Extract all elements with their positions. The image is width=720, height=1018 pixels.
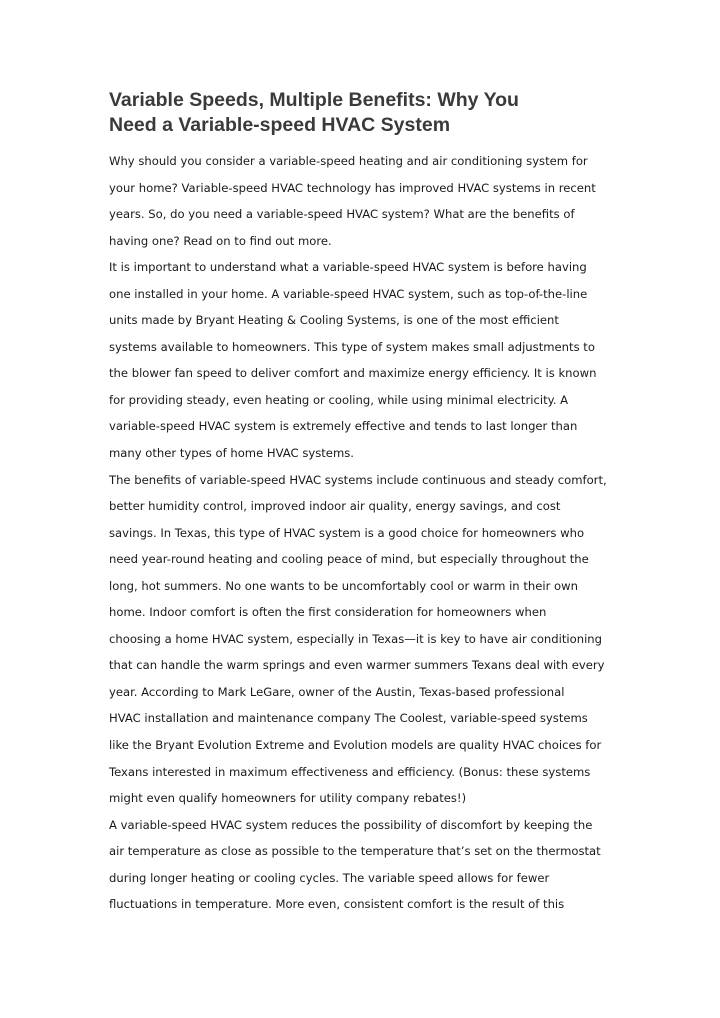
text-line: units made by Bryant Heating & Cooling Systems, is one of the most efficient <box>109 313 559 328</box>
text-line: during longer heating or cooling cycles. The variable speed allows for fewer <box>109 870 550 885</box>
text-line: better humidity control, improved indoor air quality, energy savings, and cost <box>109 499 561 514</box>
title-line: Need a Variable-speed HVAC System <box>109 114 451 136</box>
text-line: savings. In Texas, this type of HVAC system is a good choice for homeowners who <box>109 525 585 540</box>
text-line: like the Bryant Evolution Extreme and Evolution models are quality HVAC choices for <box>109 738 602 753</box>
text-line: many other types of home HVAC systems. <box>109 446 354 461</box>
paragraph-definition <box>109 254 629 466</box>
text-line: for providing steady, even heating or cooling, while using minimal electricity. A <box>109 392 569 407</box>
text-line: variable-speed HVAC system is extremely effective and tends to last longer than <box>109 419 578 434</box>
text-line: having one? Read on to find out more. <box>109 233 332 248</box>
text-line: might even qualify homeowners for utility company rebates!) <box>109 791 467 806</box>
text-line: The benefits of variable-speed HVAC systems include continuous and steady comfort, <box>109 472 607 487</box>
text-line: need year-round heating and cooling peace of mind, but especially throughout the <box>109 552 589 567</box>
text-line: year. According to Mark LeGare, owner of the Austin, Texas-based professional <box>109 684 565 699</box>
paragraph-temperature <box>109 812 629 918</box>
page-title <box>109 88 629 138</box>
text-line: choosing a home HVAC system, especially in Texas—it is key to have air conditioning <box>109 631 602 646</box>
paragraph-intro <box>109 148 629 254</box>
paragraph-benefits <box>109 467 629 812</box>
text-line: home. Indoor comfort is often the first consideration for homeowners when <box>109 605 547 620</box>
text-line: one installed in your home. A variable-speed HVAC system, such as top-of-the-line <box>109 286 588 301</box>
text-line: It is important to understand what a variable-speed HVAC system is before having <box>109 260 587 275</box>
text-line: Why should you consider a variable-speed heating and air conditioning system for <box>109 154 588 168</box>
text-line: the blower fan speed to deliver comfort and maximize energy efficiency. It is known <box>109 366 597 381</box>
text-line: air temperature as close as possible to the temperature that’s set on the thermostat <box>109 844 601 859</box>
title-line: Variable Speeds, Multiple Benefits: Why You <box>109 89 519 111</box>
text-line: Texans interested in maximum effectiveness and efficiency. (Bonus: these systems <box>109 764 591 779</box>
text-line: fluctuations in temperature. More even, consistent comfort is the result of this <box>109 897 565 912</box>
text-line: systems available to homeowners. This type of system makes small adjustments to <box>109 339 595 354</box>
text-line: that can handle the warm springs and even warmer summers Texans deal with every <box>109 658 605 673</box>
text-line: long, hot summers. No one wants to be uncomfortably cool or warm in their own <box>109 578 578 593</box>
document-body <box>109 88 629 918</box>
text-line: A variable-speed HVAC system reduces the possibility of discomfort by keeping the <box>109 817 593 832</box>
text-line: years. So, do you need a variable-speed HVAC system? What are the benefits of <box>109 207 575 222</box>
text-line: HVAC installation and maintenance company The Coolest, variable-speed systems <box>109 711 588 726</box>
text-line: your home? Variable-speed HVAC technology has improved HVAC systems in recent <box>109 180 596 195</box>
